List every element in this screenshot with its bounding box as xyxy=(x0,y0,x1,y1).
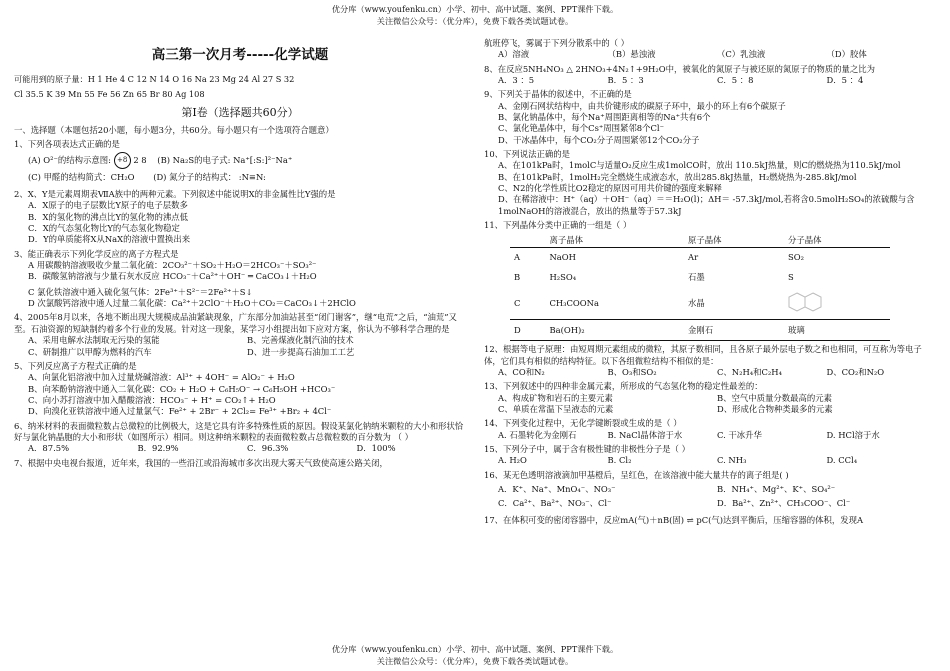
question-6: 6、纳米材料的表面微粒数占总微粒的比例极大，这是它具有许多特殊性质的原因。假设某氯化钠纳米颗粒的大小和形状恰好与氯化钠晶胞的大小和形状（如图所示）相同。则这种纳米颗粒的表面微粒数占总微粒数的百分数为 （ ） xyxy=(14,420,464,442)
footer-line-2: 关注微信公众号：（优分库），免费下载各类试题试卷。 xyxy=(376,656,574,666)
atom-nucleus-diagram: +8 xyxy=(114,152,131,169)
q13-option-a: A、构成矿物和岩石的主要元素 xyxy=(498,392,613,403)
q14-option-c: C. 干冰升华 xyxy=(717,429,762,440)
atomic-masses-line-2: Cl 35.5 K 39 Mn 55 Fe 56 Zn 65 Br 80 Ag 108 xyxy=(14,89,205,100)
question-9: 9、下列关于晶体的叙述中，不正确的是 xyxy=(484,89,632,100)
q6-option-c: C．96.3% xyxy=(247,443,289,454)
table-cell: H₂SO₄ xyxy=(549,272,577,283)
q1-options-ab xyxy=(14,151,466,169)
header-line-1: 优分库（www.youfenku.cn）小学、初中、高中试题、案例、PPT课件下载。 xyxy=(331,4,619,14)
q15-options xyxy=(484,455,936,466)
table-cell: SO₂ xyxy=(787,252,804,263)
electron-shells: 2 8 xyxy=(133,154,147,165)
table-cell: 水晶 xyxy=(688,297,705,308)
q16-option-c: C．Ca²⁺、Ba²⁺、NO₃⁻、Cl⁻ xyxy=(498,498,612,509)
table-row xyxy=(510,320,890,341)
benzene-ring-icon xyxy=(788,291,824,313)
left-column xyxy=(14,38,466,469)
q15-option-c: C. NH₃ xyxy=(717,455,747,466)
exam-title: 高三第一次月考-----化学试题 xyxy=(151,47,329,63)
q14-option-d: D. HCl溶于水 xyxy=(826,429,880,440)
q5-option-c: C、向小苏打溶液中加入醋酸溶液：HCO₃⁻ + H⁺ = CO₂↑+ H₂O xyxy=(28,394,276,405)
question-16: 16、某无色透明溶液滴加甲基橙后，呈红色，在该溶液中能大量共存的离子组是( ) xyxy=(484,469,789,480)
q6-options xyxy=(14,443,466,454)
table-header: 离子晶体 xyxy=(545,234,684,248)
q1-option-b: (B) Na₂S的电子式: xyxy=(157,154,231,165)
q14-option-a: A. 石墨转化为金刚石 xyxy=(498,429,577,440)
q8-option-a: A．3 ：5 xyxy=(498,75,535,86)
table-header: 分子晶体 xyxy=(784,234,890,248)
question-11: 11、下列晶体分类中正确的一组是（ ） xyxy=(484,220,632,231)
section-instructions: 一、选择题（本题包括20小题，每小题3分，共60分。每小题只有一个选项符合题意） xyxy=(14,125,334,136)
q2-option-c: C．X的气态氢化物比Y的气态氢化物稳定 xyxy=(28,223,180,234)
q6-option-d: D．100% xyxy=(356,443,396,454)
q3-option-b: B．碳酸氢钠溶液与少量石灰水反应 HCO₃⁻＋Ca²⁺＋OH⁻ ═ CaCO₃↓＋H₂O xyxy=(28,271,317,282)
question-4: 4、2005年8月以来，各地不断出现大规模成品油紧缺现象，广东部分加油站甚至“闭门谢客”，继“电荒”之后，“油荒”又至。石油资源的短缺制约着多个行业的发展。针对这一现象，某学习小组提出如下应对方案，你认为不够科学合理的是 xyxy=(14,312,457,334)
page-header xyxy=(0,3,950,27)
q5-option-a: A、向氯化铝溶液中加入过量烧碱溶液：Al³⁺ + 4OH⁻ = AlO₂⁻ + H₂O xyxy=(28,372,295,383)
right-column xyxy=(484,38,936,526)
question-3: 3、能正确表示下列化学反应的离子方程式是 xyxy=(14,248,179,259)
q14-options xyxy=(484,430,936,441)
q7-option-a: A）溶液 xyxy=(498,49,530,60)
table-cell: NaOH xyxy=(549,252,576,263)
q8-options xyxy=(484,75,936,86)
q8-option-c: C．5 ：8 xyxy=(717,75,754,86)
table-cell: C xyxy=(514,297,521,308)
q8-option-b: B．5 ：3 xyxy=(607,75,644,86)
q8-option-d: D．5 ：4 xyxy=(826,75,864,86)
q16-option-d: D．Ba²⁺、Zn²⁺、CH₃COO⁻、Cl⁻ xyxy=(717,498,851,509)
table-cell: D xyxy=(510,320,545,341)
table-row xyxy=(510,288,890,320)
q5-option-b: B、向苯酚钠溶液中通入二氧化碳：CO₂ + H₂O + C₆H₅O⁻ → C₆H₅OH +HCO₃⁻ xyxy=(28,383,336,394)
q10-option-c: C、N2的化学性质比O2稳定的原因可用共价键的强度来解释 xyxy=(498,183,722,194)
question-13: 13、下列叙述中的四种非金属元素，所形成的气态氢化物的稳定性最差的： xyxy=(484,381,763,392)
q4-options-row-1 xyxy=(14,335,466,346)
question-7-continued: 航班停飞，雾属于下列分散系中的（ ） xyxy=(484,38,630,48)
table-cell: A xyxy=(514,252,521,263)
question-8: 8、在反应5NH₄NO₃ △ 2HNO₃+4N₂↑+9H₂O中，被氧化的氮原子与被还原的氮原子的物质的量之比为 xyxy=(484,63,875,74)
q14-option-b: B. NaCl晶体溶于水 xyxy=(607,429,683,440)
q13-option-d: D、形成化合物种类最多的元素 xyxy=(717,403,833,414)
table-row xyxy=(510,268,890,288)
q1-d-formula: :N≡N: xyxy=(238,172,266,183)
q6-option-b: B．92.9% xyxy=(137,443,179,454)
q4-option-a: A、采用电解水法制取无污染的氢能 xyxy=(28,335,160,346)
q6-option-a: A．87.5% xyxy=(28,443,70,454)
q10-option-d: D、在稀溶液中：H⁺（aq）＋OH⁻（aq）＝＝H₂O(l)；ΔH＝ -57.3kJ/mol,若将含0.5molH₂SO₄的浓硫酸与含1molNaOH的溶液混合，放出的热量等于57.3kJ xyxy=(498,194,915,216)
q4-options-row-2 xyxy=(14,347,466,358)
q1-option-d: (D) 氮分子的结构式： xyxy=(153,172,237,183)
q2-option-a: A．X原子的电子层数比Y原子的电子层数多 xyxy=(28,200,188,211)
q13-option-b: B、空气中质量分数最高的元素 xyxy=(717,392,833,403)
q12-option-b: B、O₃和SO₂ xyxy=(607,366,657,377)
q4-option-c: C、研制推广以甲醇为燃料的汽车 xyxy=(28,346,152,357)
q16-options-row-1 xyxy=(484,484,936,495)
question-12: 12、根据等电子原理：由短周期元素组成的微粒，其原子数相同，且各原子最外层电子数之和也相同，可互称为等电子体，它们具有相似的结构特征。以下各组微粒结构不相似的是： xyxy=(484,344,922,366)
q1-options-cd xyxy=(14,169,466,186)
q12-option-c: C、N₂H₄和C₂H₄ xyxy=(717,366,782,377)
q15-option-d: D. CCl₄ xyxy=(826,455,858,466)
q16-options-row-2 xyxy=(484,498,936,509)
q1-option-a: (A) O²⁻的结构示意图: xyxy=(28,154,111,165)
table-header xyxy=(510,234,545,248)
table-cell: B xyxy=(514,272,521,283)
q12-options xyxy=(484,367,936,378)
q7-option-d: （D）胶体 xyxy=(826,49,867,60)
q10-option-b: B、在101kPa时，1molH₂完全燃烧生成液态水，放出285.8kJ热量，H₂燃烧热为-285.8kJ/mol xyxy=(498,171,857,182)
question-14: 14、下列变化过程中，无化学键断裂或生成的是（ ） xyxy=(484,418,682,429)
q9-option-d: D、干冰晶体中，每个CO₂分子周围紧邻12个CO₂分子 xyxy=(498,134,700,145)
table-row xyxy=(510,247,890,268)
q1-b-electron-formula: Na⁺[:S:]²⁻Na⁺ xyxy=(233,154,293,165)
q15-option-a: A. H₂O xyxy=(498,455,527,466)
table-header-row xyxy=(510,234,890,248)
table-cell: 玻璃 xyxy=(784,320,890,341)
q3-option-c: C 氯化铁溶液中通入硫化氢气体：2Fe³⁺＋S²⁻＝2Fe²⁺＋S↓ xyxy=(28,286,253,297)
table-cell xyxy=(784,288,890,320)
q7-option-b: （B）悬浊液 xyxy=(607,49,656,60)
q13-options-row-2 xyxy=(484,404,936,415)
footer-line-1: 优分库（www.youfenku.cn）小学、初中、高中试题、案例、PPT课件下载。 xyxy=(331,644,619,654)
q2-option-d: D．Y的单质能将X从NaX的溶液中置换出来 xyxy=(28,234,191,245)
q9-option-b: B、氯化钠晶体中，每个Na⁺周围距离相等的Na⁺共有6个 xyxy=(498,112,711,123)
table-cell: Ar xyxy=(688,252,699,263)
table-cell: Ba(OH)₂ xyxy=(545,320,684,341)
q1-option-c: (C) 甲醛的结构简式：CH₂O xyxy=(28,172,135,183)
table-cell: CH₃COONa xyxy=(549,297,599,308)
q13-options-row-1 xyxy=(484,393,936,404)
atomic-masses-line-1: 可能用到的原子量：H 1 He 4 C 12 N 14 O 16 Na 23 Mg 24 Al 27 S 32 xyxy=(14,74,295,85)
q5-option-d: D、向溴化亚铁溶液中通入过量氯气：Fe²⁺ + 2Br⁻ + 2Cl₂= Fe³⁺ +Br₂ + 4Cl⁻ xyxy=(28,406,332,417)
page-footer xyxy=(0,643,950,667)
question-17: 17、在体积可变的密闭容器中，反应mA(气)＋nB(固) ⇌ pC(气)达到平衡后，压缩容器的体积，发现A xyxy=(484,514,864,525)
q3-option-a: A 用碳酸钠溶液吸收少量二氧化硫：2CO₃²⁻＋SO₂＋H₂O＝2HCO₃⁻＋SO₃²⁻ xyxy=(28,260,317,271)
q7-options xyxy=(484,49,936,60)
q7-option-c: （C）乳浊液 xyxy=(717,49,766,60)
q10-option-a: A、在101kPa时，1molC与适量O₂反应生成1molCO时，放出 110.5kJ热量，则C的燃烧热为110.5kJ/mol xyxy=(498,160,901,171)
q16-option-b: B．NH₄⁺、Mg²⁺、K⁺、SO₄²⁻ xyxy=(717,483,836,494)
q16-option-a: A．K⁺、Na⁺、MnO₄⁻、NO₃⁻ xyxy=(498,483,616,494)
header-line-2: 关注微信公众号：（优分库），免费下载各类试题试卷。 xyxy=(376,16,574,26)
q3-option-d: D 次氯酸钙溶液中通人过量二氧化碳：Ca²⁺＋2ClO⁻＋H₂O＋CO₂＝CaCO₃↓＋2HClO xyxy=(28,298,356,309)
question-2: 2、X、Y是元素周期表ⅦA族中的两种元素。下列叙述中能说明X的非金属性比Y强的是 xyxy=(14,189,336,200)
table-cell: 石墨 xyxy=(688,272,705,283)
q15-option-b: B. Cl₂ xyxy=(607,455,632,466)
q12-option-a: A、CO和N₂ xyxy=(498,366,545,377)
q13-option-c: C、单质在常温下呈液态的元素 xyxy=(498,403,614,414)
question-7: 7、根据中央电视台报道，近年来，我国的一些沿江或沿海城市多次出现大雾天气致使高速公路关闭， xyxy=(14,457,388,468)
table-header: 原子晶体 xyxy=(684,234,784,248)
question-1: 1、下列各项表达式正确的是 xyxy=(14,139,120,150)
volume-heading: 第Ⅰ卷（选择题共60分） xyxy=(181,106,299,120)
question-15: 15、下列分子中，属于含有极性键的非极性分子是（ ） xyxy=(484,443,690,454)
table-cell: 金刚石 xyxy=(684,320,784,341)
question-5: 5、下列反应离子方程式正确的是 xyxy=(14,360,137,371)
q9-option-c: C、氯化铯晶体中，每个Cs⁺周围紧邻8个Cl⁻ xyxy=(498,123,664,134)
q9-option-a: A、金刚石网状结构中，由共价键形成的碳原子环中，最小的环上有6个碳原子 xyxy=(498,100,786,111)
q2-option-b: B．X的氢化物的沸点比Y的氢化物的沸点低 xyxy=(28,211,189,222)
q4-option-d: D、进一步提高石油加工工艺 xyxy=(247,346,355,357)
table-cell: S xyxy=(787,272,794,283)
q12-option-d: D、CO₂和N₂O xyxy=(826,366,885,377)
question-10: 10、下列说法正确的是 xyxy=(484,149,571,160)
crystal-classification-table xyxy=(510,234,890,342)
q4-option-b: B、完善煤液化制汽油的技术 xyxy=(247,335,354,346)
